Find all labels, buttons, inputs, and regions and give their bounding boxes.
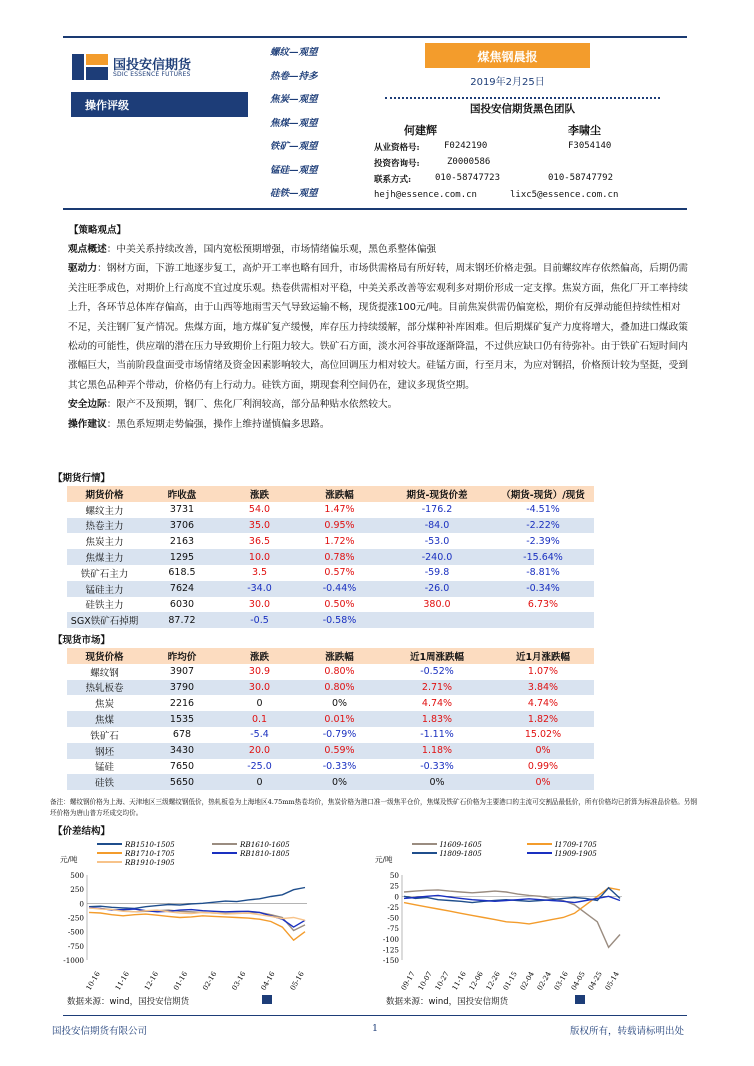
table-cell: 1.82% [492, 711, 594, 727]
rating-label: 操作评级 [71, 92, 248, 117]
table-cell: SGX铁矿石掉期 [67, 612, 142, 628]
table-cell: 3790 [142, 680, 222, 696]
qualification-label: 从业资格号: [374, 143, 420, 153]
x-tick-label: 12-16 [143, 970, 161, 992]
table-row [67, 759, 594, 775]
table-cell: 0.01% [297, 711, 382, 727]
table-cell: -1.11% [420, 729, 454, 741]
table-cell: 1295 [142, 549, 222, 565]
y-tick-label: -250 [67, 913, 84, 923]
table-cell: 硅铁主力 [85, 600, 124, 612]
table-cell: 0.78% [297, 549, 382, 565]
table-row [67, 549, 594, 565]
y-tick-label: 25 [389, 881, 399, 891]
overview-label: 观点概述 [68, 244, 107, 255]
footer-copyright: 版权所有，转载请标明出处 [570, 1026, 685, 1037]
table-cell: 0.95% [297, 518, 382, 534]
footer-company: 国投安信期货有限公司 [52, 1026, 148, 1037]
table-cell: 3.84% [492, 680, 594, 696]
table-cell: 0.50% [324, 598, 355, 610]
y-tick-label: -125 [382, 945, 399, 955]
table-cell: 3706 [142, 518, 222, 534]
company-subtitle: SDIC ESSENCE FUTURES [113, 71, 191, 78]
legend-label: I1709-1705 [555, 840, 597, 849]
table-cell: 2216 [169, 697, 195, 709]
rating-item: 螺纹—观望 [270, 47, 318, 58]
table-cell: 1.18% [382, 743, 492, 759]
table-cell: 87.72 [142, 612, 222, 628]
table-cell: 0 [256, 697, 263, 709]
legend-label: I1809-1805 [440, 849, 482, 858]
advice-para [68, 415, 688, 434]
column-header: 昨收盘 [142, 486, 222, 502]
y-tick-label: -100 [382, 934, 399, 944]
company-logo [72, 54, 108, 80]
spot-table [67, 648, 594, 790]
table-cell: -84.0 [382, 518, 492, 534]
x-tick-label: 03-16 [552, 970, 570, 992]
column-header: 涨跌幅 [297, 648, 382, 664]
overview-para [68, 240, 688, 259]
x-tick-label: 10-16 [84, 970, 102, 992]
driver-text: ：钢材方面，下游工地逐步复工，高炉开工率也略有回升，市场供需格局有所好转，周末钢坯价格走强。目前螺纹库存依然偏高，后期仍需关注旺季成色，对期价上行高度不宜过度乐观。热卷供需相对平稳，中美关系改善等宏观利多对期价形成一定支撑。焦炭方面，焦化厂开工率持续上升，各环节总体库存偏高，由于山西等地雨雪天气导致运输不畅，现货提涨100元/吨。目前焦炭供需仍偏宽松，期价有反弹动能但持续性相对不足，关注钢厂复产情况。焦煤方面，地方煤矿复产缓慢，库存压力持续缓解，部分煤种补库困难。但后期煤矿复产力度将增大，叠加进口煤政策松动的可能性，供应端的潜在压力导致期价上行阻力较大。铁矿石方面，淡水河谷事故逐渐降温，不过供应缺口仍有待弥补。由于铁矿石短时间内涨幅巨大，当前阶段盘面受市场情绪及资金因素影响较大，高位回调压力相对较大。硅锰方面，行至月末，为应对钢招，价格预计较为坚挺，受到其它黑色品种弄个带动，价格仍有上行动力。硅铁方面，期现套利空间仍在，建议多现货空期。 [68, 263, 688, 391]
table-cell: 20.0 [222, 743, 297, 759]
x-tick-label: 12-26 [484, 970, 502, 992]
column-header: 涨跌幅 [297, 486, 382, 502]
x-tick-label: 11-16 [113, 970, 131, 992]
table-cell: 0% [492, 743, 594, 759]
x-tick-label: 01-16 [172, 970, 190, 992]
table-cell: 0.57% [324, 567, 355, 579]
table-cell: 铁矿石 [90, 730, 119, 742]
table-cell: -0.33% [322, 760, 357, 772]
table-cell: -240.0 [382, 549, 492, 565]
table-row [67, 502, 594, 518]
table-cell: 焦煤主力 [67, 549, 142, 565]
consult-label: 投资咨询号: [374, 159, 420, 169]
table-cell: 螺纹主力 [85, 505, 124, 517]
y-axis-label: 元/吨 [375, 855, 393, 864]
y-tick-label: 50 [389, 871, 399, 880]
rb-spread-chart [55, 835, 315, 999]
x-tick-label: 02-04 [518, 970, 536, 992]
table-cell: -176.2 [421, 504, 453, 516]
column-header: 涨跌 [222, 648, 297, 664]
table-cell: 2.71% [382, 680, 492, 696]
table-cell: 热卷主力 [67, 518, 142, 534]
table-row [67, 711, 594, 727]
futures-title: 【期货行情】 [53, 473, 111, 484]
table-cell: 1.83% [382, 711, 492, 727]
table-cell: 3.5 [251, 567, 268, 579]
table-row [67, 664, 594, 680]
team-name: 国投安信期货黑色团队 [470, 103, 575, 115]
y-tick-label: 0 [394, 892, 399, 902]
table-cell: 5650 [142, 774, 222, 790]
table-cell: 0% [492, 774, 594, 790]
table-cell: 0% [297, 774, 382, 790]
spot-title: 【现货市场】 [53, 635, 111, 646]
dotted-divider [385, 97, 660, 99]
rating-item: 焦炭—观望 [270, 94, 318, 105]
structure-title: 【价差结构】 [53, 826, 111, 837]
column-header: 涨跌 [222, 486, 297, 502]
table-cell [492, 612, 594, 628]
page-number: 1 [372, 1023, 379, 1034]
table-header-row [67, 648, 594, 664]
top-rule [63, 36, 687, 38]
advice-text: ：黑色系短期走势偏强，操作上维持谨慎偏多思路。 [106, 418, 330, 430]
x-tick-label: 02-16 [201, 970, 219, 992]
legend-label: I1909-1905 [555, 849, 597, 858]
table-cell: 15.02% [524, 729, 562, 741]
futures-table [67, 486, 594, 628]
x-tick-label: 12-06 [467, 970, 485, 992]
column-header: 期货-现货价差 [382, 486, 492, 502]
table-header-row [67, 486, 594, 502]
y-tick-label: -500 [67, 927, 84, 937]
table-note: 备注：螺纹钢价格为上海、天津地区三级螺纹钢低价，热轧板卷为上海地区4.75mm热卷均价，焦炭价格为港口准一级焦平仓价，焦煤及铁矿石价格为主要港口的主流可交割品最低价，所有价格均已折算为标准品价格。另钢坯价格为唐山普方坯成交均价。 [50, 798, 697, 817]
table-cell: 锰硅主力 [67, 581, 142, 597]
y-tick-label: 0 [79, 899, 84, 909]
table-cell: 3907 [169, 666, 195, 678]
table-cell: -0.34% [492, 581, 594, 597]
table-cell: 30.0 [222, 680, 297, 696]
strategy-title: 【策略观点】 [69, 225, 127, 236]
column-header: （期货-现货）/现货 [492, 486, 594, 502]
column-header: 近1周涨跌幅 [382, 648, 492, 664]
series-line-RB1510-1505 [89, 888, 305, 909]
table-cell: 1.72% [324, 535, 355, 547]
table-cell: 0% [331, 697, 348, 709]
table-cell: -0.5 [222, 612, 297, 628]
table-cell: 焦煤 [67, 711, 142, 727]
ratings-list [270, 44, 370, 209]
table-cell: 35.0 [222, 518, 297, 534]
driver-label: 驱动力 [68, 263, 98, 275]
i-spread-chart [370, 835, 630, 999]
y-tick-label: -75 [387, 924, 399, 934]
table-cell: 30.0 [248, 598, 271, 610]
safety-label: 安全边际 [68, 399, 107, 411]
table-cell: 0.80% [324, 666, 355, 678]
table-cell: -2.22% [492, 518, 594, 534]
email-link[interactable]: hejh@essence.com.cn [374, 190, 477, 200]
table-cell: -0.79% [322, 729, 357, 741]
legend-label: RB1510-1505 [125, 840, 175, 849]
table-cell: 6030 [169, 598, 195, 610]
legend-label: RB1610-1605 [240, 840, 290, 849]
column-header: 近1月涨跌幅 [492, 648, 594, 664]
advice-label: 操作建议 [68, 418, 107, 430]
table-cell: 7650 [169, 760, 195, 772]
legend-label: RB1910-1905 [125, 858, 175, 867]
qualification-number: F0242190 [444, 141, 488, 151]
x-tick-label: 05-14 [603, 970, 621, 992]
y-tick-label: -1000 [63, 956, 84, 965]
x-tick-label: 05-16 [288, 970, 306, 992]
report-date: 2019年2月25日 [470, 77, 545, 88]
rating-item: 硅铁—观望 [270, 188, 318, 199]
table-cell: 焦炭主力 [85, 537, 124, 549]
column-header: 昨均价 [142, 648, 222, 664]
rating-item: 焦煤—观望 [270, 117, 318, 129]
table-cell: 3731 [169, 504, 195, 516]
table-cell: 7624 [142, 581, 222, 597]
y-tick-label: -50 [387, 913, 399, 923]
table-cell: -4.51% [526, 504, 560, 516]
legend-label: RB1710-1705 [125, 849, 175, 858]
table-cell: 36.5 [248, 535, 271, 547]
analyst-name: 何建辉 [404, 124, 437, 137]
table-row [67, 680, 594, 696]
driver-para [68, 259, 688, 395]
y-tick-label: -750 [67, 941, 84, 951]
data-source: 数据来源：wind，国投安信期货 [386, 997, 509, 1007]
table-cell: 678 [172, 729, 192, 741]
x-tick-label: 10-27 [433, 970, 451, 992]
table-cell: 0.99% [527, 760, 559, 772]
phone-number: 010-58747792 [548, 173, 614, 183]
table-row [67, 774, 594, 790]
phone-number: 010-58747723 [435, 173, 501, 183]
table-cell: 2163 [169, 535, 195, 547]
table-row [67, 727, 594, 743]
table-row [67, 581, 594, 597]
table-cell: 铁矿石主力 [80, 568, 129, 580]
table-cell [382, 612, 492, 628]
table-cell: 4.74% [421, 697, 453, 709]
table-cell: 焦炭 [94, 699, 114, 711]
x-tick-label: 09-17 [399, 970, 417, 992]
table-cell: 10.0 [222, 549, 297, 565]
table-cell: -5.4 [250, 729, 269, 741]
column-header: 现货价格 [67, 648, 142, 664]
legend-label: I1609-1605 [440, 840, 482, 849]
legend-label: RB1810-1805 [240, 849, 290, 858]
source-logo [262, 995, 272, 1004]
table-cell: 1.07% [527, 666, 559, 678]
table-cell: -15.64% [492, 549, 594, 565]
table-cell: 硅铁 [67, 774, 142, 790]
table-cell: 钢坯 [67, 743, 142, 759]
overview-text: ：中美关系持续改善，国内宽松预期增强，市场情绪偏乐观，黑色系整体偏强 [106, 244, 437, 255]
x-tick-label: 10-07 [416, 970, 434, 992]
table-cell: 锰硅 [94, 762, 114, 774]
table-cell: 618.5 [168, 567, 196, 579]
contact-label: 联系方式: [374, 175, 412, 185]
table-cell: -26.0 [382, 581, 492, 597]
table-cell: -53.0 [424, 535, 450, 547]
table-cell: -2.39% [526, 535, 560, 547]
table-cell: 6.73% [527, 598, 559, 610]
x-tick-label: 03-16 [230, 970, 248, 992]
consult-number: Z0000586 [447, 157, 491, 167]
column-header: 期货价格 [67, 486, 142, 502]
table-row [67, 743, 594, 759]
table-cell: 热轧板卷 [67, 680, 142, 696]
table-cell: -0.33% [420, 760, 454, 772]
table-cell: -59.8 [424, 567, 450, 579]
table-cell: 0.59% [297, 743, 382, 759]
footer-rule [63, 1015, 687, 1016]
table-cell: 1.47% [324, 504, 355, 516]
table-cell: -0.58% [297, 612, 382, 628]
analyst-name: 李啸尘 [568, 124, 601, 137]
company-name: 国投安信期货 [113, 58, 192, 73]
x-tick-label: 04-05 [569, 970, 587, 992]
table-row [67, 518, 594, 534]
safety-text: ：限产不及预期，钢厂、焦化厂利润较高，部分品种贴水依然较大。 [106, 399, 398, 411]
y-tick-label: -25 [387, 902, 399, 912]
table-cell: 380.0 [423, 598, 451, 610]
table-row [67, 612, 594, 628]
table-cell: -0.52% [420, 666, 454, 678]
x-tick-label: 11-16 [450, 970, 468, 992]
table-cell: -25.0 [247, 760, 272, 772]
table-cell: 0% [382, 774, 492, 790]
x-tick-label: 02-24 [535, 970, 553, 992]
rating-item: 铁矿—观望 [270, 141, 318, 152]
y-tick-label: 250 [70, 885, 84, 895]
table-cell: 30.9 [248, 666, 271, 678]
table-cell: -34.0 [222, 581, 297, 597]
email-link[interactable]: lixc5@essence.com.cn [510, 190, 619, 200]
table-cell: 54.0 [248, 504, 271, 516]
strategy-text [68, 240, 688, 434]
report-title: 煤焦钢晨报 [425, 43, 590, 68]
table-cell: 螺纹钢 [90, 667, 119, 679]
x-tick-label: 01-15 [501, 970, 519, 992]
table-cell: -8.81% [526, 567, 560, 579]
qualification-number: F3054140 [568, 141, 612, 151]
table-cell: 1535 [142, 711, 222, 727]
table-cell: 0.1 [222, 711, 297, 727]
table-cell: 0 [222, 774, 297, 790]
table-cell: 3430 [142, 743, 222, 759]
table-row [67, 695, 594, 711]
x-tick-label: 04-16 [259, 970, 277, 992]
data-source: 数据来源：wind，国投安信期货 [67, 997, 190, 1007]
table-cell: 4.74% [527, 697, 559, 709]
table-row [67, 597, 594, 613]
source-logo [575, 995, 585, 1004]
safety-para [68, 395, 688, 414]
table-cell: -0.44% [297, 581, 382, 597]
rating-item: 锰硅—观望 [270, 164, 318, 176]
header-bottom-rule [63, 208, 687, 210]
rating-item: 热卷—持多 [270, 70, 318, 82]
x-tick-label: 04-25 [586, 970, 604, 992]
table-row [67, 565, 594, 581]
y-axis-label: 元/吨 [60, 855, 78, 864]
table-cell: 0.80% [297, 680, 382, 696]
table-row [67, 533, 594, 549]
y-tick-label: 500 [70, 871, 84, 880]
y-tick-label: -150 [382, 956, 399, 965]
